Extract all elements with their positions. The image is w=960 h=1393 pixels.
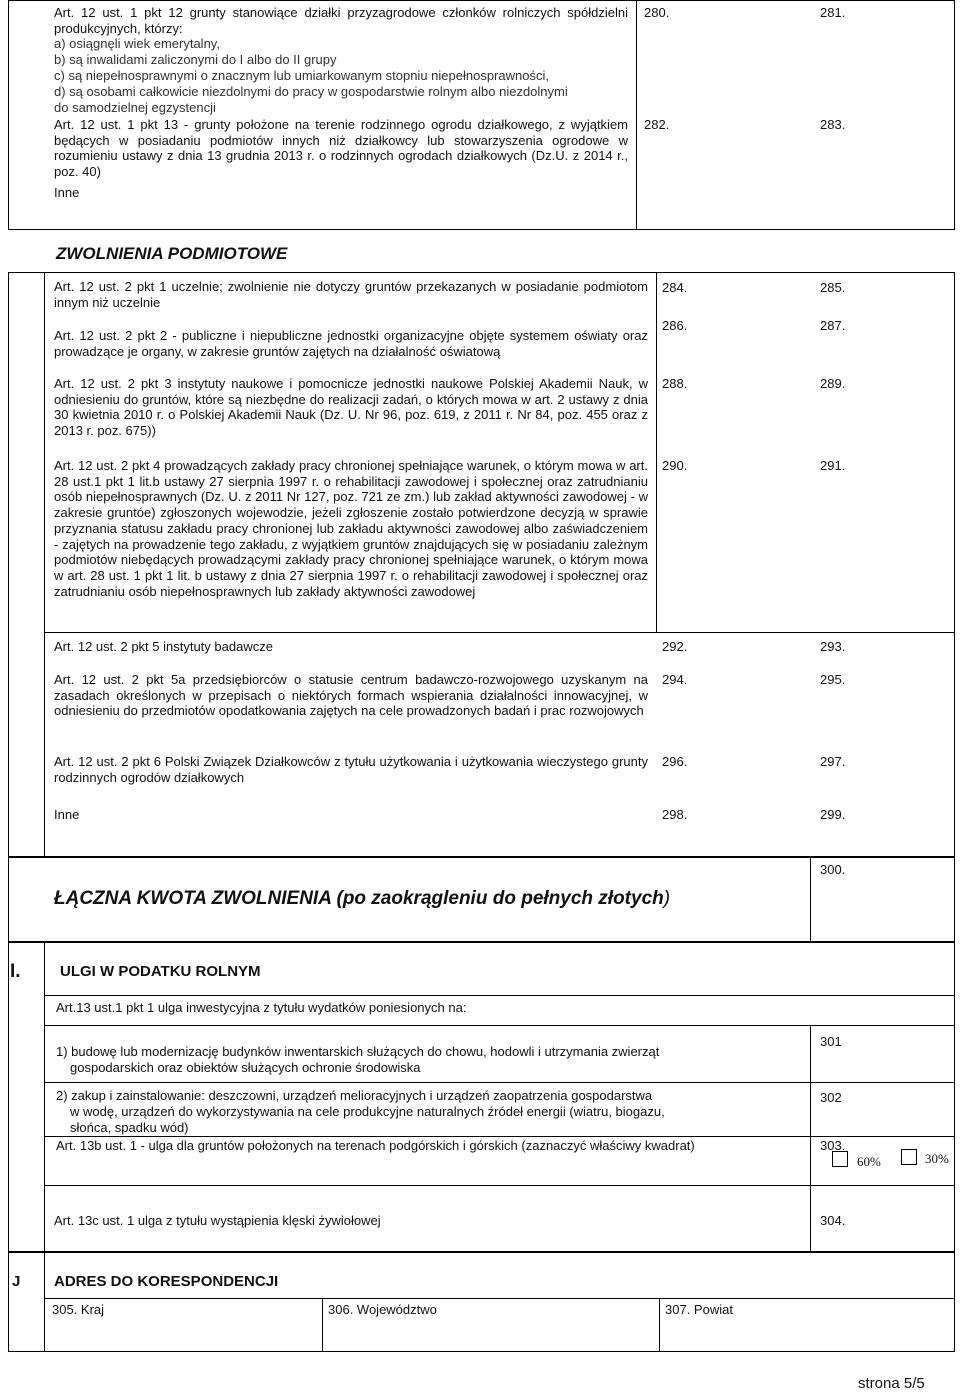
field-280[interactable]: 280. <box>644 5 670 20</box>
item-d-line1: d) są osobami całkowicie niezdolnymi do pracy w gospodarstwie rolnym albo niezdolnymi <box>54 84 568 99</box>
divider <box>659 1298 660 1352</box>
item-b: b) są inwalidami zaliczonymi do I albo do II grupy <box>54 52 337 67</box>
zw-row-4: Art. 12 ust. 2 pkt 4 prowadzących zakłady pracy chronionej spełniające warunek, o którym mowa w art. 28 ust.1 pkt 1 lit.b ustawy 27 sierpnia 1997 r. o rehabilitacji zawodowej i społecznej oraz zatrudnianiu osób niepełnosprawnych (Dz. U. z 2011 Nr 127, poz. 721 ze zm.) lub zakład aktywności zawodowej - w zakresie gruntóe) zgłoszonych wojewodzie, jeżeli zgłoszenie zostało potwierdzone decyzją w sprawie przyznania statusu zakładu pracy chronionej lub zakładu aktywności zawodowej albo zaświadczeniem - zajętych na prowadzenie tego zakładu, z wyjątkiem gruntów znajdujących się w posiadaniu zależnym podmiotów niebędących prowadzącymi zakłady pracy chronionej spełniające warunek, o którym mowa w art. 28 ust. 1 pkt 1 lit. b ustawy z dnia 27 sierpnia 1997 r. o rehabilitacji zawodowej i społecznej oraz zatrudnianiu osób niepełnosprawnych lub zakłady aktywności zawodowej <box>54 458 648 599</box>
art12-pkt13: Art. 12 ust. 1 pkt 13 - grunty położone na terenie rodzinnego ogrodu działkowego, z wyjątkiem będących w posiadaniu podmiotów innych niż działkowcy lub stowarzyszenia ogrodowe w rozumieniu ustawy z dnia 13 grudnia 2013 r. o rodzinnych ogrodach działkowych (Dz.U. z 2014 r., poz. 40) <box>54 117 628 180</box>
divider <box>44 1082 955 1083</box>
divider <box>44 995 955 996</box>
divider <box>44 1136 955 1137</box>
checkbox-60-label: 60% <box>857 1154 881 1169</box>
field-307-powiat[interactable]: 307. Powiat <box>665 1302 733 1317</box>
field-290[interactable]: 290. <box>662 458 688 473</box>
field-281[interactable]: 281. <box>820 5 846 20</box>
total-label-paren: ) <box>663 888 671 909</box>
field-299[interactable]: 299. <box>820 807 846 822</box>
field-293[interactable]: 293. <box>820 639 846 654</box>
inne-label: Inne <box>54 185 80 200</box>
field-304[interactable]: 304. <box>820 1213 846 1228</box>
zw-row-5: Art. 12 ust. 2 pkt 5 instytuty badawcze <box>54 639 273 654</box>
art12-pkt12-title: Art. 12 ust. 1 pkt 12 grunty stanowiące działki przyzagrodowe członków rolniczych spółdzielni produkcyjnych, którzy: <box>54 5 628 36</box>
field-296[interactable]: 296. <box>662 754 688 769</box>
page-number: strona 5/5 <box>858 1375 925 1392</box>
field-289[interactable]: 289. <box>820 376 846 391</box>
field-283[interactable]: 283. <box>820 117 846 132</box>
zw-inne-label: Inne <box>54 807 80 822</box>
divider <box>322 1298 323 1352</box>
ulgi-letter: I. <box>10 961 21 982</box>
field-297[interactable]: 297. <box>820 754 846 769</box>
divider <box>44 1025 955 1026</box>
field-286[interactable]: 286. <box>662 318 688 333</box>
field-301[interactable]: 301 <box>820 1034 842 1049</box>
field-291[interactable]: 291. <box>820 458 846 473</box>
ulga-item2-line1: 2) zakup i zainstalowanie: deszczowni, urządzeń melioracyjnych i urządzeń zaopatrzenia gospodarstwa <box>56 1088 653 1103</box>
field-302[interactable]: 302 <box>820 1090 842 1105</box>
divider <box>44 1252 45 1352</box>
divider <box>44 942 45 1252</box>
adres-section <box>8 1252 955 1352</box>
art13c-label: Art. 13c ust. 1 ulga z tytułu wystąpienia klęski żywiołowej <box>54 1213 381 1228</box>
total-label-bold: ŁĄCZNA KWOTA ZWOLNIENIA (po zaokrągleniu do pełnych złotych <box>54 888 664 909</box>
divider <box>44 1185 955 1186</box>
field-294[interactable]: 294. <box>662 672 688 687</box>
divider <box>44 632 955 633</box>
zw-row-6: Art. 12 ust. 2 pkt 5a przedsiębiorców o statusie centrum badawczo-rozwojowego uzyskanym na zasadach określonych w przepisach o niektórych formach wspierania działalności innowacyjnej, w odniesieniu do przedmiotów opodatkowania zajętych na cele prowadzonych badań i prac rozwojowych <box>54 672 648 719</box>
adres-heading: ADRES DO KORESPONDENCJI <box>54 1273 279 1290</box>
zw-row-7: Art. 12 ust. 2 pkt 6 Polski Związek Działkowców z tytułu użytkowania i użytkowania wieczystego grunty rodzinnych ogrodów działkowych <box>54 754 648 785</box>
field-292[interactable]: 292. <box>662 639 688 654</box>
item-a: a) osiągnęli wiek emerytalny, <box>54 36 220 51</box>
field-284[interactable]: 284. <box>662 280 688 295</box>
ulga-item2-line3: słońca, spadku wód) <box>70 1120 189 1135</box>
checkbox-30-label: 30% <box>925 1151 949 1166</box>
field-300[interactable]: 300. <box>820 862 846 877</box>
field-285[interactable]: 285. <box>820 280 846 295</box>
zw-row-3: Art. 12 ust. 2 pkt 3 instytuty naukowe i pomocnicze jednostki naukowe Polskiej Akademii Nauk, w odniesieniu do gruntów, które są niezbędne do realizacji zadań, o których mowa w art. 2 ustawy z dnia 30 kwietnia 2010 r. o Polskiej Akademii Nauk (Dz. U. Nr 96, poz. 619, z 2011 r. Nr 84, poz. 455 oraz z 2013 r. poz. 675)) <box>54 376 648 439</box>
ulga-item1-line1: 1) budowę lub modernizację budynków inwentarskich służących do chowu, hodowli i utrzymania zwierząt <box>56 1044 660 1059</box>
divider <box>656 272 657 632</box>
art13-label: Art.13 ust.1 pkt 1 ulga inwestycyjna z tytułu wydatków poniesionych na: <box>56 1000 467 1015</box>
field-298[interactable]: 298. <box>662 807 688 822</box>
divider <box>810 1025 811 1252</box>
art13b-label: Art. 13b ust. 1 - ulga dla gruntów położonych na terenach podgórskich i górskich (zaznaczyć właściwy kwadrat) <box>56 1138 695 1153</box>
checkbox-30[interactable] <box>901 1149 917 1165</box>
ulgi-heading: ULGI W PODATKU ROLNYM <box>60 963 261 980</box>
total-label <box>54 888 670 910</box>
ulga-item1-line2: gospodarskich oraz obiektów służących ochronie środowiska <box>70 1060 421 1075</box>
ulga-item2-line2: w wodę, urządzeń do wykorzystywania na cele produkcyjne naturalnych źródeł energii (wiatru, biogazu, <box>70 1104 665 1119</box>
field-306-wojewodztwo[interactable]: 306. Województwo <box>328 1302 437 1317</box>
zw-row-1: Art. 12 ust. 2 pkt 1 uczelnie; zwolnienie nie dotyczy gruntów przekazanych w posiadanie podmiotom innym niż uczelnie <box>54 279 648 310</box>
divider <box>44 1298 955 1299</box>
field-282[interactable]: 282. <box>644 117 670 132</box>
divider <box>44 272 45 857</box>
field-305-kraj[interactable]: 305. Kraj <box>52 1302 105 1317</box>
zwolnienia-heading: ZWOLNIENIA PODMIOTOWE <box>56 244 288 263</box>
field-287[interactable]: 287. <box>820 318 846 333</box>
zw-row-2: Art. 12 ust. 2 pkt 2 - publiczne i niepubliczne jednostki organizacyjne objęte systemem oświaty oraz prowadzące je organy, w zakresie gruntów zajętych na działalność oświatową <box>54 328 648 359</box>
divider <box>810 857 811 942</box>
item-c: c) są niepełnosprawnymi o znacznym lub umiarkowanym stopniu niepełnosprawności, <box>54 68 549 83</box>
field-295[interactable]: 295. <box>820 672 846 687</box>
checkbox-60[interactable] <box>832 1151 848 1167</box>
divider <box>636 0 637 230</box>
field-303[interactable]: 303. <box>820 1138 846 1153</box>
item-d-line2: do samodzielnej egzystencji <box>54 100 216 115</box>
field-288[interactable]: 288. <box>662 376 688 391</box>
adres-letter: J <box>12 1273 21 1290</box>
